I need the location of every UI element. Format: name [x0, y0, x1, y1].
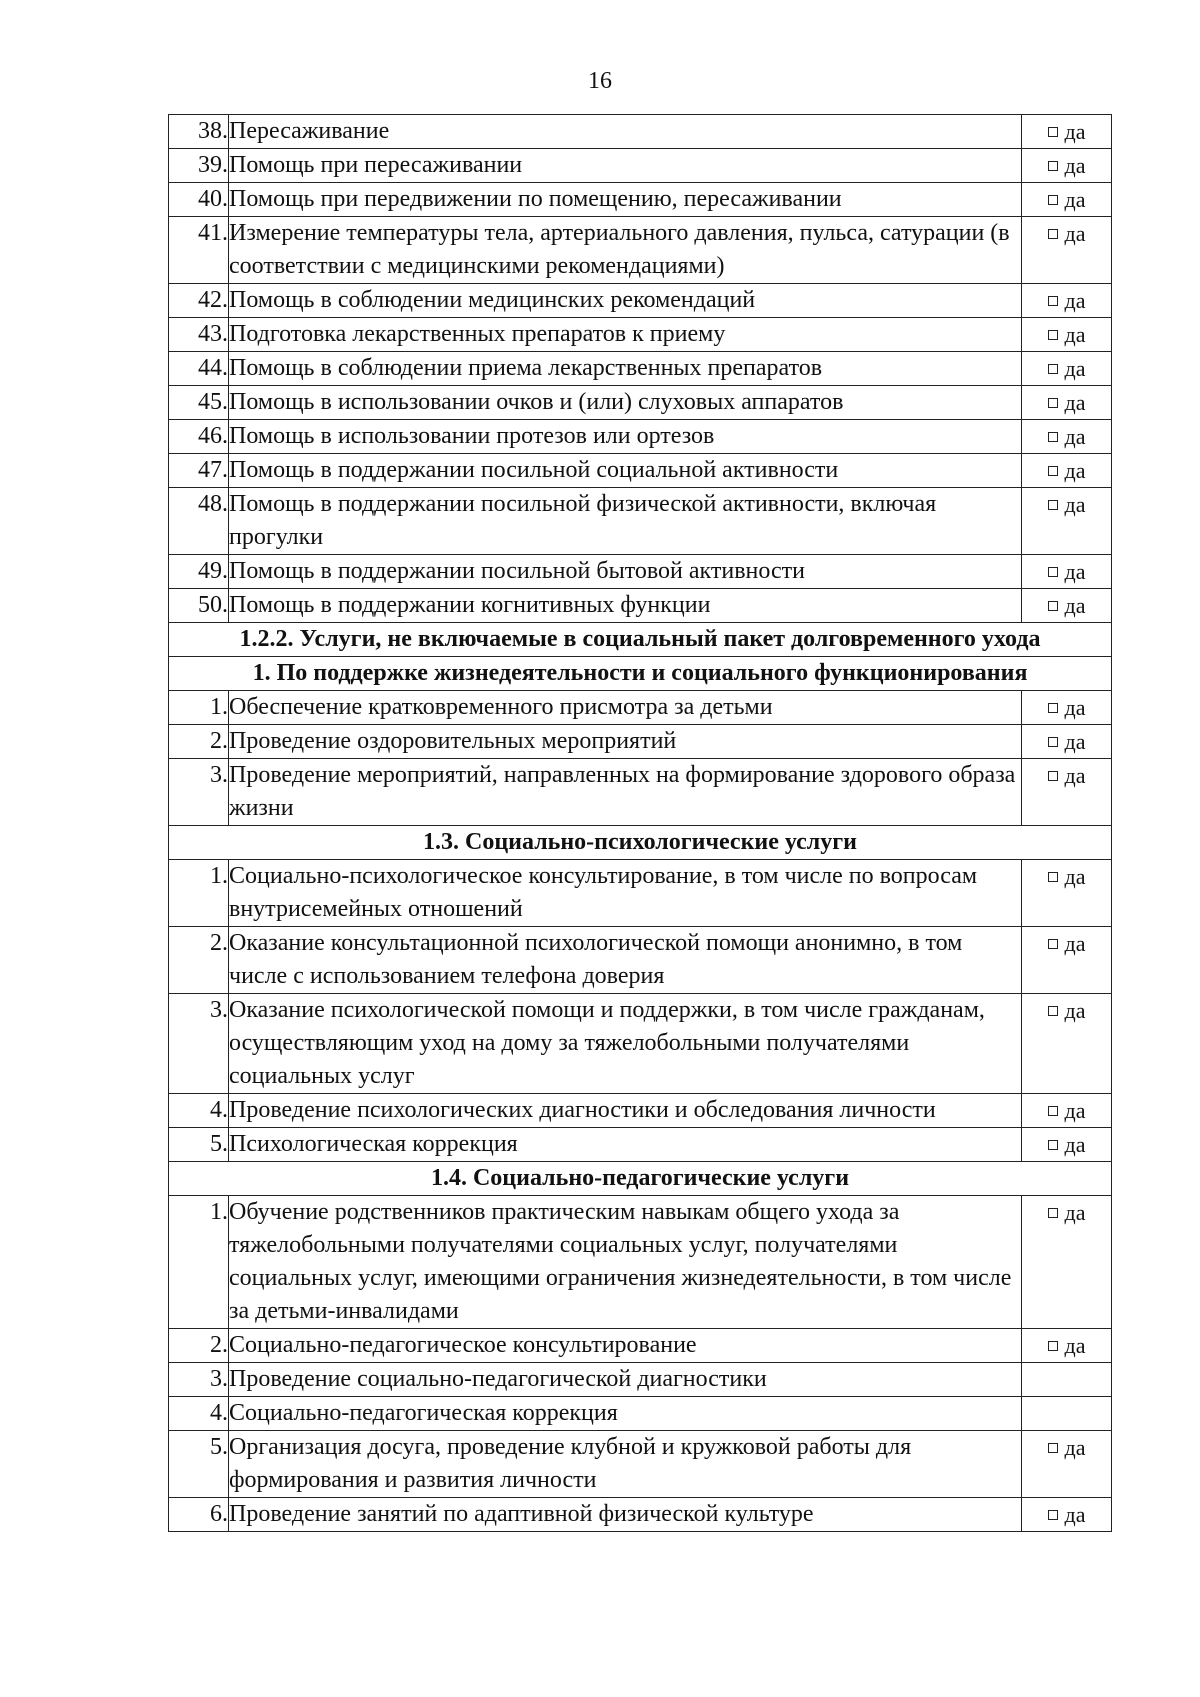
service-name: Социально-психологическое консультирование, в том числе по вопросам внутрисемейных отношений: [229, 860, 1022, 927]
checkbox-icon[interactable]: [1048, 229, 1058, 239]
checkbox-icon[interactable]: [1048, 939, 1058, 949]
option-cell: [1022, 318, 1112, 352]
option-cell: [1022, 183, 1112, 217]
checkbox-icon[interactable]: [1048, 1510, 1058, 1520]
option-label: да: [1064, 1502, 1086, 1527]
checkbox-icon[interactable]: [1048, 771, 1058, 781]
heading-row: [169, 1162, 1112, 1196]
service-name: Обучение родственников практическим навыкам общего ухода за тяжелобольными получателями социальных услуг, получателями социальных услуг, имеющими ограничения жизнедеятельности, в том числе за детьми-инвалидами: [229, 1196, 1022, 1329]
service-name: Подготовка лекарственных препаратов к приему: [229, 318, 1022, 352]
checkbox-icon[interactable]: [1048, 364, 1058, 374]
option-cell: [1022, 352, 1112, 386]
row-number: 2.: [169, 1329, 229, 1363]
service-name: Организация досуга, проведение клубной и кружковой работы для формирования и развития личности: [229, 1431, 1022, 1498]
checkbox-icon[interactable]: [1048, 466, 1058, 476]
option-label: да: [1064, 1333, 1086, 1358]
option-label: да: [1064, 322, 1086, 347]
section-heading-support: 1. По поддержке жизнедеятельности и социального функционирования: [169, 657, 1112, 691]
service-row: [169, 217, 1112, 284]
section-heading-1-3: 1.3. Социально-психологические услуги: [169, 826, 1112, 860]
row-number: 4.: [169, 1397, 229, 1431]
row-number: 46.: [169, 420, 229, 454]
row-number: 5.: [169, 1128, 229, 1162]
option-label: да: [1064, 1098, 1086, 1123]
option-cell: [1022, 1397, 1112, 1431]
service-name: Помощь в использовании очков и (или) слуховых аппаратов: [229, 386, 1022, 420]
row-number: 42.: [169, 284, 229, 318]
service-row: [169, 420, 1112, 454]
checkbox-icon[interactable]: [1048, 1006, 1058, 1016]
option-label: да: [1064, 559, 1086, 584]
row-number: 1.: [169, 860, 229, 927]
service-name: Проведение мероприятий, направленных на формирование здорового образа жизни: [229, 759, 1022, 826]
checkbox-icon[interactable]: [1048, 195, 1058, 205]
option-label: да: [1064, 1200, 1086, 1225]
service-row: [169, 284, 1112, 318]
option-label: да: [1064, 931, 1086, 956]
row-number: 1.: [169, 691, 229, 725]
service-row: [169, 318, 1112, 352]
heading-section: [169, 1162, 1112, 1196]
service-name: Социально-педагогическое консультирование: [229, 1329, 1022, 1363]
checkbox-icon[interactable]: [1048, 127, 1058, 137]
service-name: Проведение социально-педагогической диагностики: [229, 1363, 1022, 1397]
service-row: [169, 1329, 1112, 1363]
checkbox-icon[interactable]: [1048, 330, 1058, 340]
checkbox-icon[interactable]: [1048, 601, 1058, 611]
option-cell: [1022, 149, 1112, 183]
service-name: Помощь в поддержании посильной социальной активности: [229, 454, 1022, 488]
option-cell: [1022, 1498, 1112, 1532]
checkbox-icon[interactable]: [1048, 432, 1058, 442]
option-label: да: [1064, 288, 1086, 313]
row-number: 5.: [169, 1431, 229, 1498]
service-row: [169, 1196, 1112, 1329]
service-row: [169, 149, 1112, 183]
service-name: Пересаживание: [229, 115, 1022, 149]
service-name: Помощь в соблюдении приема лекарственных препаратов: [229, 352, 1022, 386]
section-heading-1-4: 1.4. Социально-педагогические услуги: [169, 1162, 1112, 1196]
checkbox-icon[interactable]: [1048, 161, 1058, 171]
service-row: [169, 691, 1112, 725]
heading-row: [169, 623, 1112, 657]
option-cell: [1022, 1431, 1112, 1498]
option-label: да: [1064, 356, 1086, 381]
option-cell: [1022, 217, 1112, 284]
checkbox-icon[interactable]: [1048, 1341, 1058, 1351]
row-number: 2.: [169, 927, 229, 994]
service-name: Помощь в поддержании посильной физической активности, включая прогулки: [229, 488, 1022, 555]
heading-section: [169, 623, 1112, 691]
checkbox-icon[interactable]: [1048, 1208, 1058, 1218]
checkbox-icon[interactable]: [1048, 500, 1058, 510]
service-name: Проведение занятий по адаптивной физической культуре: [229, 1498, 1022, 1532]
row-number: 1.: [169, 1196, 229, 1329]
row-number: 43.: [169, 318, 229, 352]
service-name: Помощь в поддержании когнитивных функции: [229, 589, 1022, 623]
service-name: Психологическая коррекция: [229, 1128, 1022, 1162]
row-number: 40.: [169, 183, 229, 217]
option-cell: [1022, 1094, 1112, 1128]
service-name: Обеспечение кратковременного присмотра за детьми: [229, 691, 1022, 725]
service-name: Измерение температуры тела, артериального давления, пульса, сатурации (в соответствии с медицинскими рекомендациями): [229, 217, 1022, 284]
option-cell: [1022, 860, 1112, 927]
option-label: да: [1064, 729, 1086, 754]
service-row: [169, 725, 1112, 759]
option-label: да: [1064, 492, 1086, 517]
option-label: да: [1064, 424, 1086, 449]
checkbox-icon[interactable]: [1048, 1106, 1058, 1116]
service-row: [169, 115, 1112, 149]
service-row: [169, 1431, 1112, 1498]
service-row: [169, 454, 1112, 488]
service-row: [169, 589, 1112, 623]
service-row: [169, 1363, 1112, 1397]
row-number: 47.: [169, 454, 229, 488]
service-row: [169, 386, 1112, 420]
services-table: [168, 114, 1112, 1532]
option-cell: [1022, 1329, 1112, 1363]
option-label: да: [1064, 1435, 1086, 1460]
row-number: 3.: [169, 994, 229, 1094]
section-heading-1-2-2: 1.2.2. Услуги, не включаемые в социальный пакет долговременного ухода: [169, 623, 1112, 657]
service-row: [169, 860, 1112, 927]
option-cell: [1022, 759, 1112, 826]
service-row: [169, 1397, 1112, 1431]
checkbox-icon[interactable]: [1048, 1140, 1058, 1150]
service-name: Оказание психологической помощи и поддержки, в том числе гражданам, осуществляющим уход на дому за тяжелобольными получателями социальных услуг: [229, 994, 1022, 1094]
option-cell: [1022, 115, 1112, 149]
row-number: 3.: [169, 1363, 229, 1397]
service-name: Оказание консультационной психологической помощи анонимно, в том числе с использованием телефона доверия: [229, 927, 1022, 994]
row-number: 4.: [169, 1094, 229, 1128]
row-number: 44.: [169, 352, 229, 386]
option-cell: [1022, 994, 1112, 1094]
service-row: [169, 488, 1112, 555]
option-label: да: [1064, 1132, 1086, 1157]
service-row: [169, 994, 1112, 1094]
page-number: 16: [588, 68, 612, 94]
option-label: да: [1064, 153, 1086, 178]
option-cell: [1022, 1363, 1112, 1397]
option-cell: [1022, 691, 1112, 725]
service-name: Социально-педагогическая коррекция: [229, 1397, 1022, 1431]
option-cell: [1022, 1128, 1112, 1162]
option-label: да: [1064, 763, 1086, 788]
option-cell: [1022, 284, 1112, 318]
checkbox-icon[interactable]: [1048, 737, 1058, 747]
service-row: [169, 352, 1112, 386]
row-number: 38.: [169, 115, 229, 149]
option-label: да: [1064, 119, 1086, 144]
row-number: 50.: [169, 589, 229, 623]
option-label: да: [1064, 864, 1086, 889]
option-label: да: [1064, 998, 1086, 1023]
row-number: 6.: [169, 1498, 229, 1532]
option-label: да: [1064, 390, 1086, 415]
row-number: 48.: [169, 488, 229, 555]
heading-row: [169, 826, 1112, 860]
option-cell: [1022, 555, 1112, 589]
row-number: 41.: [169, 217, 229, 284]
row-number: 2.: [169, 725, 229, 759]
service-row: [169, 1128, 1112, 1162]
heading-row: [169, 657, 1112, 691]
checkbox-icon[interactable]: [1048, 296, 1058, 306]
option-label: да: [1064, 593, 1086, 618]
option-label: да: [1064, 187, 1086, 212]
option-cell: [1022, 454, 1112, 488]
checkbox-icon[interactable]: [1048, 1443, 1058, 1453]
service-row: [169, 183, 1112, 217]
service-name: Помощь в использовании протезов или ортезов: [229, 420, 1022, 454]
service-row: [169, 1498, 1112, 1532]
heading-section: [169, 826, 1112, 860]
checkbox-icon[interactable]: [1048, 567, 1058, 577]
option-cell: [1022, 386, 1112, 420]
service-row: [169, 759, 1112, 826]
option-label: да: [1064, 458, 1086, 483]
row-number: 45.: [169, 386, 229, 420]
service-name: Помощь при пересаживании: [229, 149, 1022, 183]
row-number: 49.: [169, 555, 229, 589]
option-cell: [1022, 927, 1112, 994]
checkbox-icon[interactable]: [1048, 872, 1058, 882]
checkbox-icon[interactable]: [1048, 398, 1058, 408]
service-name: Помощь в соблюдении медицинских рекомендаций: [229, 284, 1022, 318]
option-cell: [1022, 420, 1112, 454]
service-name: Помощь при передвижении по помещению, пересаживании: [229, 183, 1022, 217]
row-number: 3.: [169, 759, 229, 826]
option-label: да: [1064, 221, 1086, 246]
block-d: [169, 1196, 1112, 1532]
option-cell: [1022, 589, 1112, 623]
option-cell: [1022, 488, 1112, 555]
checkbox-icon[interactable]: [1048, 703, 1058, 713]
option-cell: [1022, 1196, 1112, 1329]
service-name: Проведение психологических диагностики и обследования личности: [229, 1094, 1022, 1128]
option-cell: [1022, 725, 1112, 759]
service-row: [169, 1094, 1112, 1128]
block-a: [169, 115, 1112, 623]
option-label: да: [1064, 695, 1086, 720]
block-c: [169, 860, 1112, 1162]
service-row: [169, 555, 1112, 589]
block-b: [169, 691, 1112, 826]
service-name: Проведение оздоровительных мероприятий: [229, 725, 1022, 759]
service-name: Помощь в поддержании посильной бытовой активности: [229, 555, 1022, 589]
service-row: [169, 927, 1112, 994]
row-number: 39.: [169, 149, 229, 183]
